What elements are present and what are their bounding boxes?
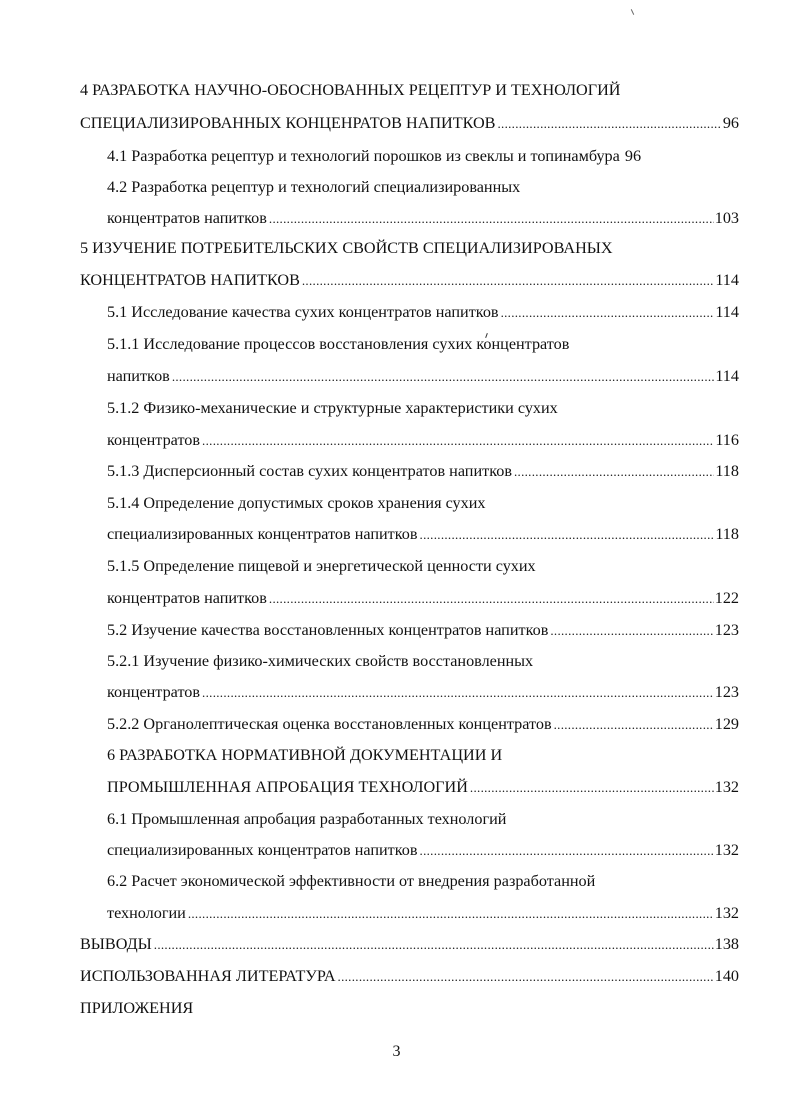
toc-entry-appendices[interactable]: ПРИЛОЖЕНИЯ: [80, 999, 194, 1017]
toc-entry-6-1[interactable]: специализированных концентратов напитков ..... 132: [107, 840, 739, 860]
toc-heading-5-2-1: 5.2.1 Изучение физико-химических свойств восстановленных: [107, 652, 534, 670]
toc-entry-5-1[interactable]: 5.1 Исследование качества сухих концентратов напитков ..... 114: [107, 302, 739, 322]
toc-entry-5-1-2[interactable]: концентратов ..... 116: [107, 430, 739, 450]
toc-heading-6-2: 6.2 Расчет экономической эффективности от внедрения разработанной: [107, 872, 596, 890]
page-ref: 96: [624, 147, 642, 165]
page-ref: 132: [714, 841, 739, 859]
toc-entry-5-2-1[interactable]: концентратов ..... 123: [107, 682, 739, 702]
page-ref: 122: [714, 589, 739, 607]
page-ref: 118: [715, 462, 739, 480]
toc-heading-4-2: 4.2 Разработка рецептур и технологий специализированных: [107, 178, 521, 196]
toc-heading-4: 4 РАЗРАБОТКА НАУЧНО-ОБОСНОВАННЫХ РЕЦЕПТУР И ТЕХНОЛОГИЙ: [80, 81, 621, 99]
toc-entry-6[interactable]: ПРОМЫШЛЕННАЯ АПРОБАЦИЯ ТЕХНОЛОГИЙ ..... 132: [107, 777, 739, 797]
toc-entry-5-1-1[interactable]: напитков ..... 114: [107, 366, 739, 386]
page-ref: 123: [714, 683, 739, 701]
page-ref: 96: [722, 114, 739, 132]
toc-entry-5[interactable]: КОНЦЕНТРАТОВ НАПИТКОВ ..... 114: [80, 270, 739, 290]
toc-entry-conclusions[interactable]: ВЫВОДЫ ..... 138: [80, 934, 739, 954]
toc-entry-4-1[interactable]: 4.1 Разработка рецептур и технологий порошков из свеклы и топинамбура 96: [107, 147, 642, 165]
page-ref: 114: [715, 271, 739, 289]
toc-entry-5-1-4[interactable]: специализированных концентратов напитков ..... 118: [107, 524, 739, 544]
page-ref: 132: [714, 778, 739, 796]
scan-speck: [631, 9, 634, 15]
toc-heading-5-1-4: 5.1.4 Определение допустимых сроков хранения сухих: [107, 494, 486, 512]
page-ref: 138: [714, 935, 739, 953]
page-ref: 123: [714, 621, 739, 639]
page-ref: 129: [714, 715, 739, 733]
toc-entry-5-2-2[interactable]: 5.2.2 Органолептическая оценка восстановленных концентратов ..... 129: [107, 714, 739, 734]
toc-entry-5-1-3[interactable]: 5.1.3 Дисперсионный состав сухих концентратов напитков ..... 118: [107, 461, 739, 481]
toc-heading-6-1: 6.1 Промышленная апробация разработанных технологий: [107, 810, 507, 828]
page-ref: 118: [715, 525, 739, 543]
page-ref: 116: [715, 431, 739, 449]
page-number: 3: [392, 1043, 401, 1060]
toc-entry-5-2[interactable]: 5.2 Изучение качества восстановленных концентратов напитков ..... 123: [107, 620, 739, 640]
toc-entry-4[interactable]: СПЕЦИАЛИЗИРОВАННЫХ КОНЦЕНРАТОВ НАПИТКОВ ..... 96: [80, 113, 739, 133]
toc-entry-6-2[interactable]: технологии ..... 132: [107, 903, 739, 923]
page-ref: 114: [715, 303, 739, 321]
toc-heading-6: 6 РАЗРАБОТКА НОРМАТИВНОЙ ДОКУМЕНТАЦИИ И: [107, 746, 503, 764]
toc-heading-5-1-2: 5.1.2 Физико-механические и структурные характеристики сухих: [107, 399, 558, 417]
page-ref: 103: [714, 209, 739, 227]
toc-heading-5: 5 ИЗУЧЕНИЕ ПОТРЕБИТЕЛЬСКИХ СВОЙСТВ СПЕЦИАЛИЗИРОВАНЫХ: [80, 239, 613, 257]
toc-heading-5-1-1: 5.1.1 Исследование процессов восстановления сухих концентратов: [107, 335, 570, 353]
page-ref: 114: [715, 367, 739, 385]
toc-entry-references[interactable]: ИСПОЛЬЗОВАННАЯ ЛИТЕРАТУРА ..... 140: [80, 966, 739, 986]
toc-entry-5-1-5[interactable]: концентратов напитков ..... 122: [107, 588, 739, 608]
toc-heading-5-1-5: 5.1.5 Определение пищевой и энергетической ценности сухих: [107, 557, 536, 575]
toc-entry-4-2[interactable]: концентратов напитков ..... 103: [107, 208, 739, 228]
page-ref: 140: [714, 967, 739, 985]
page-ref: 132: [714, 904, 739, 922]
